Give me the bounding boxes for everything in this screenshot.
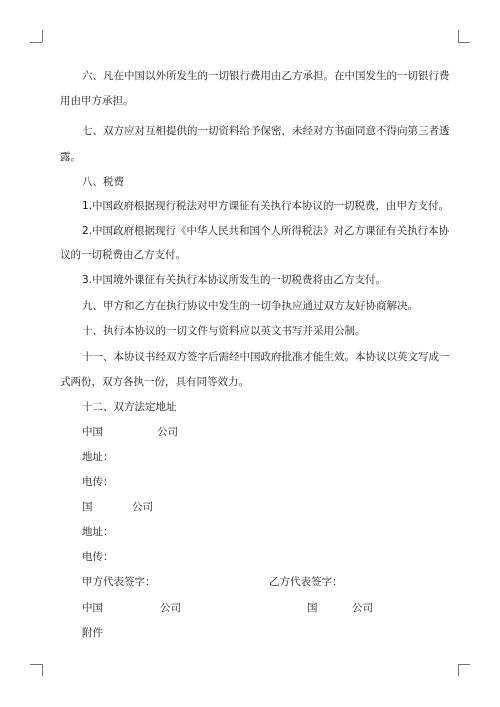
party-a-company: 公司 <box>157 426 178 438</box>
paragraph-line: 3.中国境外课征有关执行本协议所发生的一切税费将由乙方支付。 <box>82 274 387 286</box>
signature-party-a-country: 中国 <box>82 602 103 614</box>
signature-party-a-company: 公司 <box>160 602 181 614</box>
paragraph-line: 用由甲方承担。 <box>60 95 134 107</box>
attachment-label: 附件 <box>82 627 103 639</box>
paragraph-line: 九、甲方和乙方在执行协议中发生的一切争执应通过双方友好协商解决。 <box>82 300 418 312</box>
party-a-address-label: 地址： <box>82 451 114 463</box>
section-heading: 十二、双方法定地址 <box>82 401 177 413</box>
paragraph-line: 2.中国政府根据现行《中华人民共和国个人所得税法》对乙方课征有关执行本协 <box>82 225 450 237</box>
party-b-representative-label: 乙方代表签字： <box>269 576 343 588</box>
party-b-fax-label: 电传： <box>82 551 114 563</box>
signature-party-b-country: 国 <box>307 602 318 614</box>
paragraph-line: 露。 <box>60 151 81 163</box>
party-a-fax-label: 电传： <box>82 476 114 488</box>
party-b-company: 公司 <box>132 501 153 513</box>
paragraph-line: 七、双方应对互相提供的一切资料给予保密，未经对方书面同意不得向第三者透 <box>82 125 450 137</box>
paragraph-line: 十一、本协议书经双方签字后需经中国政府批准才能生效。本协议以英文写成一 <box>82 351 450 363</box>
party-a-country: 中国 <box>82 426 103 438</box>
paragraph-line: 1.中国政府根据现行税法对甲方课征有关执行本协议的一切税费，由甲方支付。 <box>82 200 450 212</box>
party-b-country: 国 <box>82 501 93 513</box>
signature-party-b-company: 公司 <box>352 602 373 614</box>
paragraph-line: 式两份，双方各执一份，具有同等效力。 <box>60 376 249 388</box>
party-b-address-label: 地址： <box>82 526 114 538</box>
party-a-representative-label: 甲方代表签字： <box>82 576 156 588</box>
paragraph-line: 十、执行本协议的一切文件与资料应以英文书写并采用公制。 <box>82 325 366 337</box>
paragraph-line: 议的一切税费由乙方支付。 <box>60 249 186 261</box>
section-heading: 八、税费 <box>82 176 124 188</box>
paragraph-line: 六、凡在中国以外所发生的一切银行费用由乙方承担。在中国发生的一切银行费 <box>82 70 450 82</box>
